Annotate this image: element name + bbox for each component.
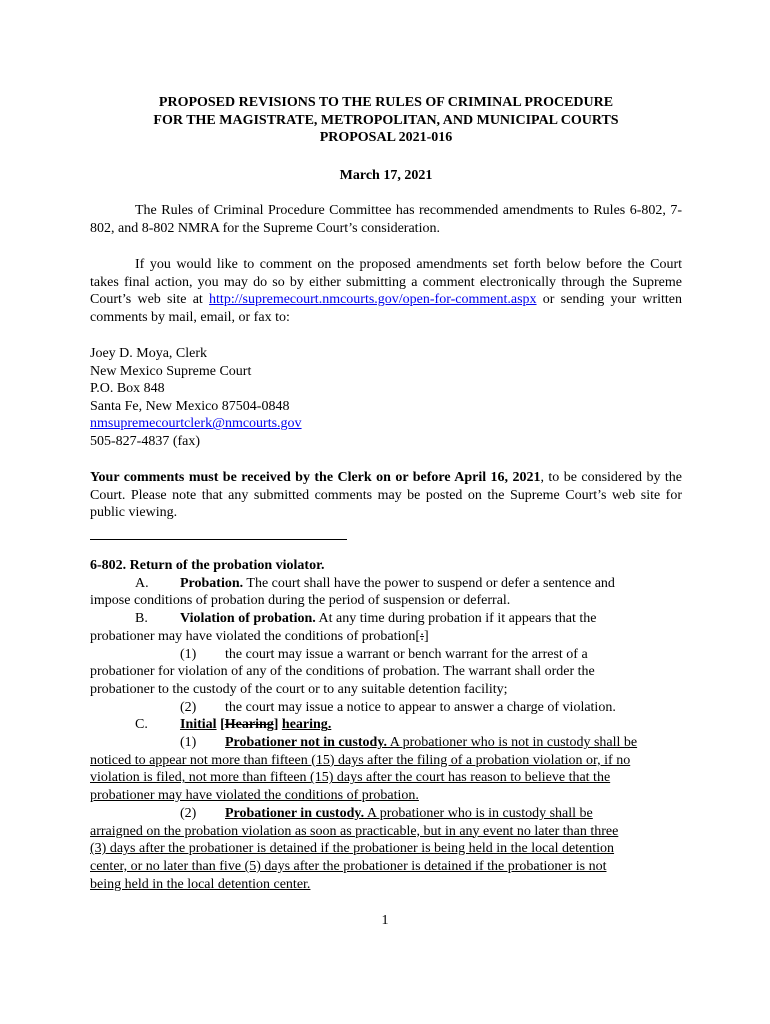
item-c2-number: (2) (180, 805, 197, 821)
item-b1-line-1: the court may issue a warrant or bench warrant for the arrest of a (225, 646, 588, 662)
item-b1-line-3: probationer to the custody of the court or to any suitable detention facility; (90, 681, 508, 697)
document-title (90, 94, 682, 147)
deadline-bold: Your comments must be received by the Clerk on or before April 16, 2021 (90, 470, 541, 485)
struck-colon: : (420, 628, 424, 644)
rule-text (90, 557, 682, 893)
item-c2-line-5: being held in the local detention center. (90, 876, 311, 892)
struck-hearing: Hearing (224, 717, 274, 733)
section-b-title: Violation of probation. (180, 611, 316, 627)
item-c1-line-3: violation is filed, not more than fifteen (15) days after the court has reason to believe that the (90, 770, 611, 786)
item-b2-number: (2) (180, 699, 197, 715)
clerk-email-link[interactable]: nmsupremecourtclerk@nmcourts.gov (90, 416, 302, 432)
deadline-paragraph (90, 469, 682, 522)
title-line-1: PROPOSED REVISIONS TO THE RULES OF CRIMINAL PROCEDURE (158, 95, 614, 110)
section-a-title: Probation. (180, 575, 244, 591)
intro-paragraph: The Rules of Criminal Procedure Committee has recommended amendments to Rules 6-802, 7-802, and 8-802 NMRA for the Supreme Court’s consideration. (90, 203, 682, 236)
section-c-heading: C. Initial [Hearing] hearing. (135, 717, 332, 733)
item-c2-line-1: (2) Probationer in custody. A probationer who is in custody shall be (180, 805, 593, 821)
item-c2-title: Probationer in custody. (225, 805, 365, 821)
item-c1-title: Probationer not in custody. (225, 735, 388, 751)
item-c1-number: (1) (180, 735, 197, 751)
document-date: March 17, 2021 (339, 168, 433, 183)
section-a-line-2: impose conditions of probation during the period of suspension or deferral. (90, 593, 511, 609)
item-c1-line-2: noticed to appear not more than fifteen (15) days after the filing of a probation violation or, if no (90, 752, 631, 768)
separator-line (90, 539, 347, 540)
clerk-fax: 505-827-4837 (fax) (90, 433, 201, 449)
title-line-2: FOR THE MAGISTRATE, METROPOLITAN, AND MUNICIPAL COURTS (153, 112, 619, 128)
rule-heading: 6-802. Return of the probation violator. (90, 558, 325, 573)
page-number: 1 (381, 913, 389, 928)
section-a-line-1: The court shall have the power to suspend or defer a sentence and (243, 575, 615, 591)
clerk-name: Joey D. Moya, Clerk (90, 346, 208, 361)
section-b-line-2: probationer may have violated the conditions of probation[:] (90, 628, 429, 644)
item-c1-line-4: probationer may have violated the conditions of probation. (90, 788, 419, 804)
section-c-label: C. (135, 717, 148, 733)
comment-link[interactable]: http://supremecourt.nmcourts.gov/open-for-comment.aspx (209, 292, 537, 308)
clerk-po-box: P.O. Box 848 (90, 381, 165, 397)
item-b1-number: (1) (180, 646, 197, 662)
clerk-address (90, 345, 682, 451)
item-b2-line-1: the court may issue a notice to appear to answer a charge of violation. (225, 699, 616, 715)
comment-paragraph (90, 256, 682, 326)
clerk-org: New Mexico Supreme Court (90, 363, 252, 379)
comment-text-before: If you would like to comment on the proposed amendments set forth below before the Court takes final action, you may do so by either submitting a comment electronically through the Supreme Court’s web site at (90, 257, 682, 308)
item-b1-line-2: probationer for violation of any of the conditions of probation. The warrant shall order the (90, 664, 595, 680)
item-c2-line-3: (3) days after the probationer is detained if the probationer is being held in the local detention (90, 841, 615, 857)
comment-text-after: or sending your written comments by mail, email, or fax to: (90, 292, 682, 325)
item-c1-line-1: (1) Probationer not in custody. A probationer who is not in custody shall be (180, 735, 638, 751)
deadline-rest: , to be considered by the Court. Please note that any submitted comments may be posted on the Supreme Court’s web site for public viewing. (90, 470, 682, 521)
section-b-line-1: At any time during probation if it appears that the (315, 611, 597, 627)
item-c2-line-4: center, or no later than five (5) days after the probationer is detained if the probationer is not (90, 858, 607, 874)
clerk-city: Santa Fe, New Mexico 87504-0848 (90, 398, 290, 414)
title-line-3: PROPOSAL 2021-016 (319, 130, 453, 145)
item-c2-line-2: arraigned on the probation violation as soon as practicable, but in any event no later than three (90, 823, 619, 839)
section-b-label: B. (135, 611, 148, 627)
section-a-label: A. (135, 575, 149, 591)
